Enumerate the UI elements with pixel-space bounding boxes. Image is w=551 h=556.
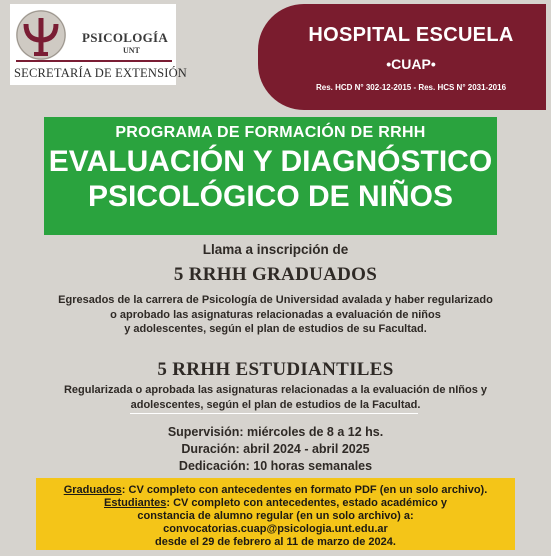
psicologia-logo bbox=[10, 4, 188, 85]
students-description bbox=[0, 383, 551, 412]
students-line: adolescentes, según el plan de estudios de la Facultad. bbox=[130, 398, 421, 411]
contact-email[interactable]: convocatorias.cuap@psicologia.unt.edu.ar bbox=[163, 523, 388, 535]
logo-department: SECRETARÍA DE EXTENSIÓN bbox=[14, 66, 188, 80]
logo-university: UNT bbox=[123, 46, 140, 55]
duration-info: Duración: abril 2024 - abril 2025 bbox=[181, 442, 370, 456]
graduates-line: o aprobado las asignaturas relacionadas a evaluación de niños bbox=[110, 308, 441, 321]
requirements-box bbox=[36, 478, 515, 550]
call-text: Llama a inscripción de bbox=[202, 242, 349, 257]
graduates-heading: 5 RRHH GRADUADOS bbox=[173, 264, 378, 285]
graduates-label: Graduados bbox=[63, 484, 122, 496]
logo-faculty-name: PSICOLOGÍA bbox=[82, 30, 169, 45]
graduates-line: Egresados de la carrera de Psicología de Universidad avalada y haber regularizado bbox=[58, 294, 493, 306]
program-label: PROGRAMA DE FORMACIÓN DE RRHH bbox=[115, 124, 426, 141]
hospital-subtitle: •CUAP• bbox=[386, 56, 436, 72]
logo-divider bbox=[16, 60, 172, 62]
students-requirement: : CV completo con antecedentes, estado académico y bbox=[166, 497, 447, 509]
divider bbox=[130, 413, 418, 414]
program-title-line1: EVALUACIÓN Y DIAGNÓSTICO bbox=[48, 145, 493, 178]
program-title-line2: PSICOLÓGICO DE NIÑOS bbox=[87, 180, 454, 213]
application-dates: desde el 29 de febrero al 11 de marzo de 2024. bbox=[155, 536, 396, 548]
students-heading: 5 RRHH ESTUDIANTILES bbox=[157, 359, 394, 380]
hospital-title: HOSPITAL ESCUELA bbox=[308, 24, 514, 46]
students-line: Regularizada o aprobada las asignaturas relacionadas a la evaluación de nIños y bbox=[63, 384, 488, 396]
students-requirement-cont: constancia de alumno regular (en un solo archivo) a: bbox=[137, 510, 414, 522]
graduates-requirement: : CV completo con antecedentes en formato PDF (en un solo archivo). bbox=[121, 484, 488, 496]
graduates-line: y adolescentes, según el plan de estudios de su Facultad. bbox=[124, 323, 427, 335]
dedication-info: Dedicación: 10 horas semanales bbox=[178, 459, 373, 473]
graduates-description bbox=[0, 293, 551, 337]
psi-emblem-icon bbox=[16, 10, 66, 60]
requirements-students bbox=[36, 497, 515, 510]
requirements-graduates bbox=[36, 484, 515, 497]
supervision-info: Supervisión: miércoles de 8 a 12 hs. bbox=[167, 425, 384, 439]
hospital-banner bbox=[258, 4, 546, 110]
students-label: Estudiantes bbox=[104, 497, 167, 509]
hospital-resolutions: Res. HCD N° 302-12-2015 - Res. HCS N° 2031-2016 bbox=[315, 83, 507, 92]
program-banner bbox=[44, 117, 497, 235]
